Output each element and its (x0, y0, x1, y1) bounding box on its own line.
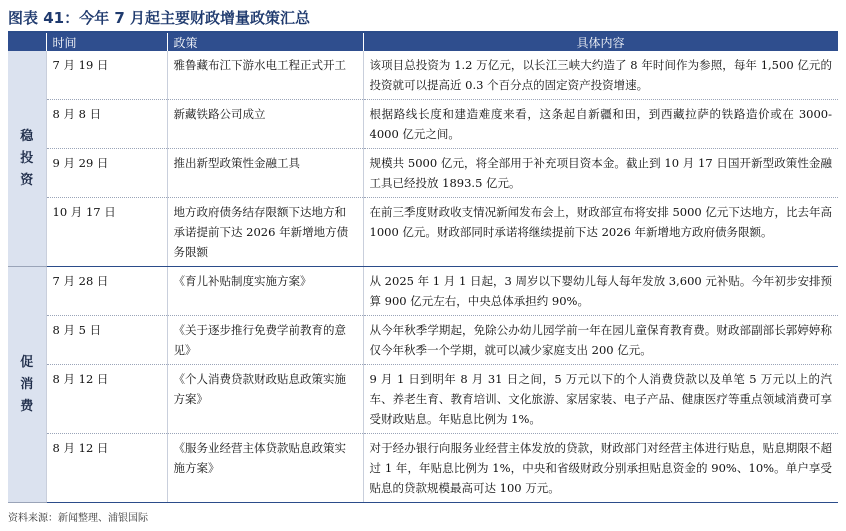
category-cell-invest (8, 51, 46, 267)
policy-cell: 雅鲁藏布江下游水电工程正式开工 (167, 51, 363, 100)
content-cell: 根据路线长度和建造难度来看，这条起自新疆和田，到西藏拉萨的铁路造价或在 3000-4000 亿元之间。 (363, 100, 838, 149)
time-cell: 10 月 17 日 (46, 198, 167, 267)
table-row (8, 149, 838, 198)
table-row (8, 51, 838, 100)
content-cell: 9 月 1 日到明年 8 月 31 日之间，5 万元以下的个人消费贷款以及单笔 5 万元以上的汽车、养老生育、教育培训、文化旅游、家居家装、电子产品、健康医疗等重点领域消费可享受财政贴息。年贴息比例为 1%。 (363, 365, 838, 434)
content-cell: 对于经办银行向服务业经营主体发放的贷款，财政部门对经营主体进行贴息，贴息期限不超过 1 年，年贴息比例为 1%，中央和省级财政分别承担贴息资金的 90%、10%。单户享受贴息的贷款规模最高可达 100 万元。 (363, 434, 838, 503)
source-note: 资料来源：新闻整理、浦银国际 (8, 513, 148, 524)
policy-cell: 推出新型政策性金融工具 (167, 149, 363, 198)
time-cell: 8 月 12 日 (46, 365, 167, 434)
table-header-row (8, 33, 838, 51)
figure-title: 图表 41：今年 7 月起主要财政增量政策汇总 (8, 9, 310, 27)
content-cell: 在前三季度财政收支情况新闻发布会上，财政部宣布将安排 5000 亿元下达地方，比去年高 1000 亿元。财政部同时承诺将继续提前下达 2026 年新增地方政府债务限额。 (363, 198, 838, 267)
policy-cell: 新藏铁路公司成立 (167, 100, 363, 149)
policy-cell: 《服务业经营主体贷款贴息政策实施方案》 (167, 434, 363, 503)
content-cell: 规模共 5000 亿元，将全部用于补充项目资本金。截止到 10 月 17 日国开新型政策性金融工具已经投放 1893.5 亿元。 (363, 149, 838, 198)
category-label: 稳投资 (20, 128, 34, 188)
table-row (8, 267, 838, 316)
table-row (8, 316, 838, 365)
header-content: 具体内容 (363, 33, 838, 51)
content-cell: 该项目总投资为 1.2 万亿元，以长江三峡大约造了 8 年时间作为参照，每年 1,500 亿元的投资就可以提高近 0.3 个百分点的固定资产投资增速。 (363, 51, 838, 100)
policy-cell: 《个人消费贷款财政贴息政策实施方案》 (167, 365, 363, 434)
policy-cell: 地方政府债务结存限额下达地方和承诺提前下达 2026 年新增地方债务限额 (167, 198, 363, 267)
table-row (8, 365, 838, 434)
table-row (8, 434, 838, 503)
header-category (8, 33, 46, 51)
policy-table (8, 33, 839, 503)
category-cell-consume (8, 267, 46, 503)
policy-cell: 《育儿补贴制度实施方案》 (167, 267, 363, 316)
table-row (8, 198, 838, 267)
time-cell: 8 月 12 日 (46, 434, 167, 503)
time-cell: 8 月 5 日 (46, 316, 167, 365)
time-cell: 7 月 28 日 (46, 267, 167, 316)
header-time: 时间 (46, 33, 167, 51)
category-label: 促消费 (20, 354, 34, 414)
policy-cell: 《关于逐步推行免费学前教育的意见》 (167, 316, 363, 365)
time-cell: 7 月 19 日 (46, 51, 167, 100)
time-cell: 9 月 29 日 (46, 149, 167, 198)
table-row (8, 100, 838, 149)
content-cell: 从今年秋季学期起，免除公办幼儿园学前一年在园儿童保育教育费。财政部副部长郭婷婷称仅今年秋季一个学期，就可以减少家庭支出 200 亿元。 (363, 316, 838, 365)
header-policy: 政策 (167, 33, 363, 51)
time-cell: 8 月 8 日 (46, 100, 167, 149)
content-cell: 从 2025 年 1 月 1 日起，3 周岁以下婴幼儿每人每年发放 3,600 元补贴。今年初步安排预算 900 亿元左右，中央总体承担约 90%。 (363, 267, 838, 316)
